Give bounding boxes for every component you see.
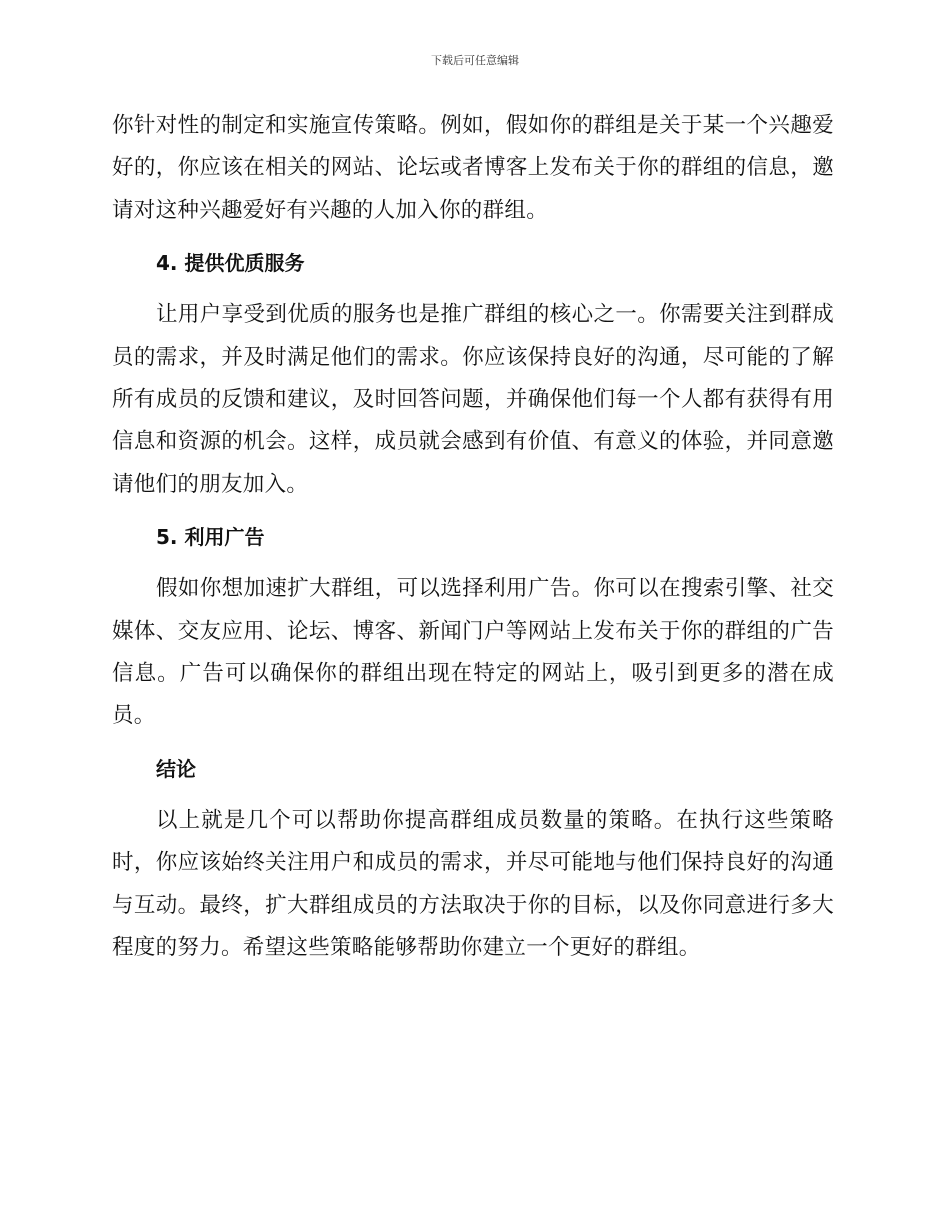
page-header: 下载后可任意编辑 xyxy=(431,54,519,67)
conclusion-heading: 结论 xyxy=(156,756,196,781)
spacer xyxy=(112,232,834,251)
conclusion-paragraph: 以上就是几个可以帮助你提高群组成员数量的策略。在执行这些策略时，你应该始终关注用户和成员的需求，并尽可能地与他们保持良好的沟通与互动。最终，扩大群组成员的方法取决于你的目标，以及你同意进行多大程度的努力。希望这些策略能够帮助你建立一个更好的群组。 xyxy=(112,807,834,961)
spacer xyxy=(112,549,834,568)
spacer xyxy=(112,781,834,800)
intro-paragraph: 你针对性的制定和实施宣传策略。例如，假如你的群组是关于某一个兴趣爱好的，你应该在相关的网站、论坛或者博客上发布关于你的群组的信息，邀请对这种兴趣爱好有兴趣的人加入你的群组。 xyxy=(112,113,834,223)
document-body xyxy=(112,105,834,970)
spacer xyxy=(112,506,834,525)
section-5-paragraph: 假如你想加速扩大群组，可以选择利用广告。你可以在搜索引擎、社交媒体、交友应用、论坛、博客、新闻门户等网站上发布关于你的群组的广告信息。广告可以确保你的群组出现在特定的网站上，吸引到更多的潜在成员。 xyxy=(112,576,834,729)
section-heading-5: 5. 利用广告 xyxy=(156,525,265,550)
section-heading-4: 4. 提供优质服务 xyxy=(156,251,305,276)
spacer xyxy=(112,275,834,294)
spacer xyxy=(112,738,834,757)
section-4-paragraph: 让用户享受到优质的服务也是推广群组的核心之一。你需要关注到群成员的需求，并及时满足他们的需求。你应该保持良好的沟通，尽可能的了解所有成员的反馈和建议，及时回答问题，并确保他们每一个人都有获得有用信息和资源的机会。这样，成员就会感到有价值、有意义的体验，并同意邀请他们的朋友加入。 xyxy=(112,302,834,497)
